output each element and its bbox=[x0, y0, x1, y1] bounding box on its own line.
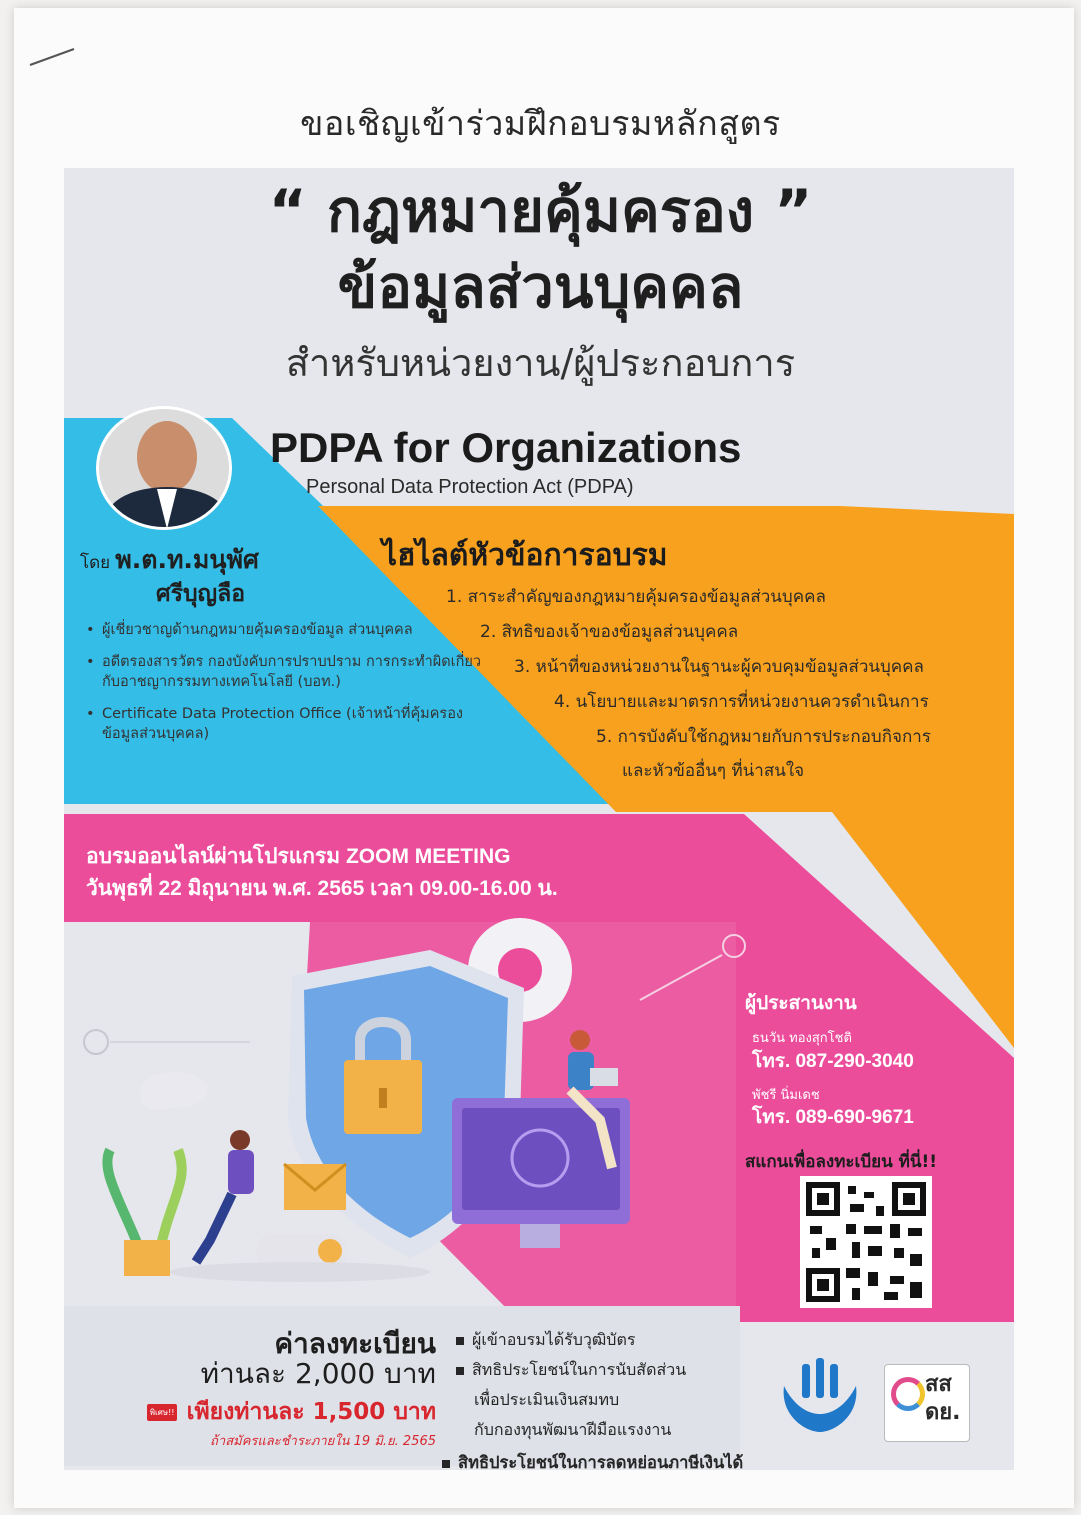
scan-to-register-text: สแกนเพื่อลงทะเบียน ที่นี่!! bbox=[745, 1152, 937, 1172]
subtitle: สำหรับหน่วยงาน/ผู้ประกอบการ bbox=[285, 341, 796, 385]
credential-item: • ผู้เชี่ยวชาญด้านกฎหมายคุ้มครองข้อมูล ส่วนบุคคล bbox=[86, 620, 486, 640]
highlight-item-5: 5. การบังคับใช้กฎหมายกับการประกอบกิจการ bbox=[596, 727, 931, 747]
highlight-item-4: 4. นโยบายและมาตรการที่หน่วยงานควรดำเนินการ bbox=[554, 692, 929, 712]
benefit-item-2 bbox=[456, 1358, 686, 1383]
promo-badge: พิเศษ!! bbox=[147, 1404, 178, 1421]
fee-title: ค่าลงทะเบียน bbox=[274, 1327, 436, 1360]
intro-text: ขอเชิญเข้าร่วมฝึกอบรมหลักสูตร bbox=[300, 104, 781, 144]
credential-item: • Certificate Data Protection Office (เจ้าหน้าที่คุ้มครองข้อมูลส่วนบุคคล) bbox=[86, 704, 486, 744]
title-line-1: “ กฎหมายคุ้มครอง ” bbox=[268, 177, 813, 245]
speaker-surname: ศรีบุญลือ bbox=[156, 581, 246, 607]
benefit-item-1 bbox=[456, 1328, 635, 1353]
highlight-item-2: 2. สิทธิของเจ้าของข้อมูลส่วนบุคคล bbox=[480, 622, 739, 642]
event-platform: อบรมออนไลน์ผ่านโปรแกรม ZOOM MEETING bbox=[86, 845, 511, 868]
qr-code[interactable] bbox=[800, 1176, 932, 1308]
coordinator-name-1: ธนวัน ทองสุกโชติ bbox=[752, 1031, 852, 1046]
benefit-text: สิทธิประโยชน์ในการลดหย่อนภาษีเงินได้ bbox=[458, 1453, 744, 1472]
cloud-icon bbox=[140, 1072, 208, 1110]
bullet-icon bbox=[442, 1460, 450, 1468]
benefit-item-3 bbox=[442, 1450, 743, 1476]
highlight-item-1: 1. สาระสำคัญของกฎหมายคุ้มครองข้อมูลส่วนบุคคล bbox=[446, 587, 826, 607]
person-sitting-icon bbox=[196, 1130, 254, 1262]
credential-item: • อดีตรองสารวัตร กองบังคับการปราบปราม การกระทำผิดเกี่ยวกับอาชญากรรมทางเทคโนโลยี (บอท.) bbox=[86, 652, 486, 692]
pdpa-title: PDPA for Organizations bbox=[270, 424, 742, 471]
bullet-icon bbox=[456, 1337, 464, 1345]
speaker-name: พ.ต.ท.มนุพัศ bbox=[115, 545, 259, 574]
coordinator-title: ผู้ประสานงาน bbox=[745, 992, 857, 1014]
highlight-item-6: และหัวข้ออื่นๆ ที่น่าสนใจ bbox=[622, 761, 805, 781]
deco-circle bbox=[84, 1030, 108, 1054]
fee-deadline: ถ้าสมัครและชำระภายใน 19 มิ.ย. 2565 bbox=[210, 1434, 436, 1449]
highlight-item-3: 3. หน้าที่ของหน่วยงานในฐานะผู้ควบคุมข้อมูลส่วนบุคคล bbox=[514, 657, 924, 677]
pdpa-subtitle: Personal Data Protection Act (PDPA) bbox=[306, 476, 634, 498]
ssdy-logo bbox=[884, 1364, 970, 1442]
coordinator-phone-1[interactable]: โทร. 087-290-3040 bbox=[752, 1051, 914, 1072]
benefit-text: สิทธิประโยชน์ในการนับสัดส่วน bbox=[472, 1360, 687, 1379]
coordinator-phone-2[interactable]: โทร. 089-690-9671 bbox=[752, 1107, 914, 1128]
bullet-icon bbox=[456, 1367, 464, 1375]
benefit-item-2-line-2: เพื่อประเมินเงินสมทบ bbox=[474, 1390, 620, 1409]
fee-promo-price: เพียงท่านละ 1,500 บาท bbox=[186, 1399, 436, 1425]
by-label: โดย bbox=[80, 553, 111, 573]
title-line-2: ข้อมูลส่วนบุคคล bbox=[337, 253, 744, 321]
benefit-text: ผู้เข้าอบรมได้รับวุฒิบัตร bbox=[472, 1330, 636, 1349]
event-datetime: วันพุธที่ 22 มิถุนายน พ.ศ. 2565 เวลา 09.00-16.00 น. bbox=[86, 877, 558, 900]
ssdy-logo-text: สส ดย. bbox=[925, 1372, 961, 1425]
highlights-title: ไฮไลต์หัวข้อการอบรม bbox=[382, 538, 668, 573]
benefit-item-2-line-3: กับกองทุนพัฒนาฝีมือแรงงาน bbox=[474, 1420, 672, 1439]
ssdy-logo-icon bbox=[891, 1377, 925, 1411]
qr-code-pattern bbox=[806, 1182, 926, 1302]
fee-normal-price: ท่านละ 2,000 บาท bbox=[200, 1357, 436, 1390]
deco-circle bbox=[723, 935, 745, 957]
fee-promo-row bbox=[94, 1394, 436, 1430]
organization-logo-icon bbox=[776, 1356, 864, 1436]
coordinator-name-2: พัชรี นิ่มเดช bbox=[752, 1088, 820, 1103]
plant-icon bbox=[107, 1150, 181, 1276]
envelope-icon bbox=[284, 1164, 346, 1210]
